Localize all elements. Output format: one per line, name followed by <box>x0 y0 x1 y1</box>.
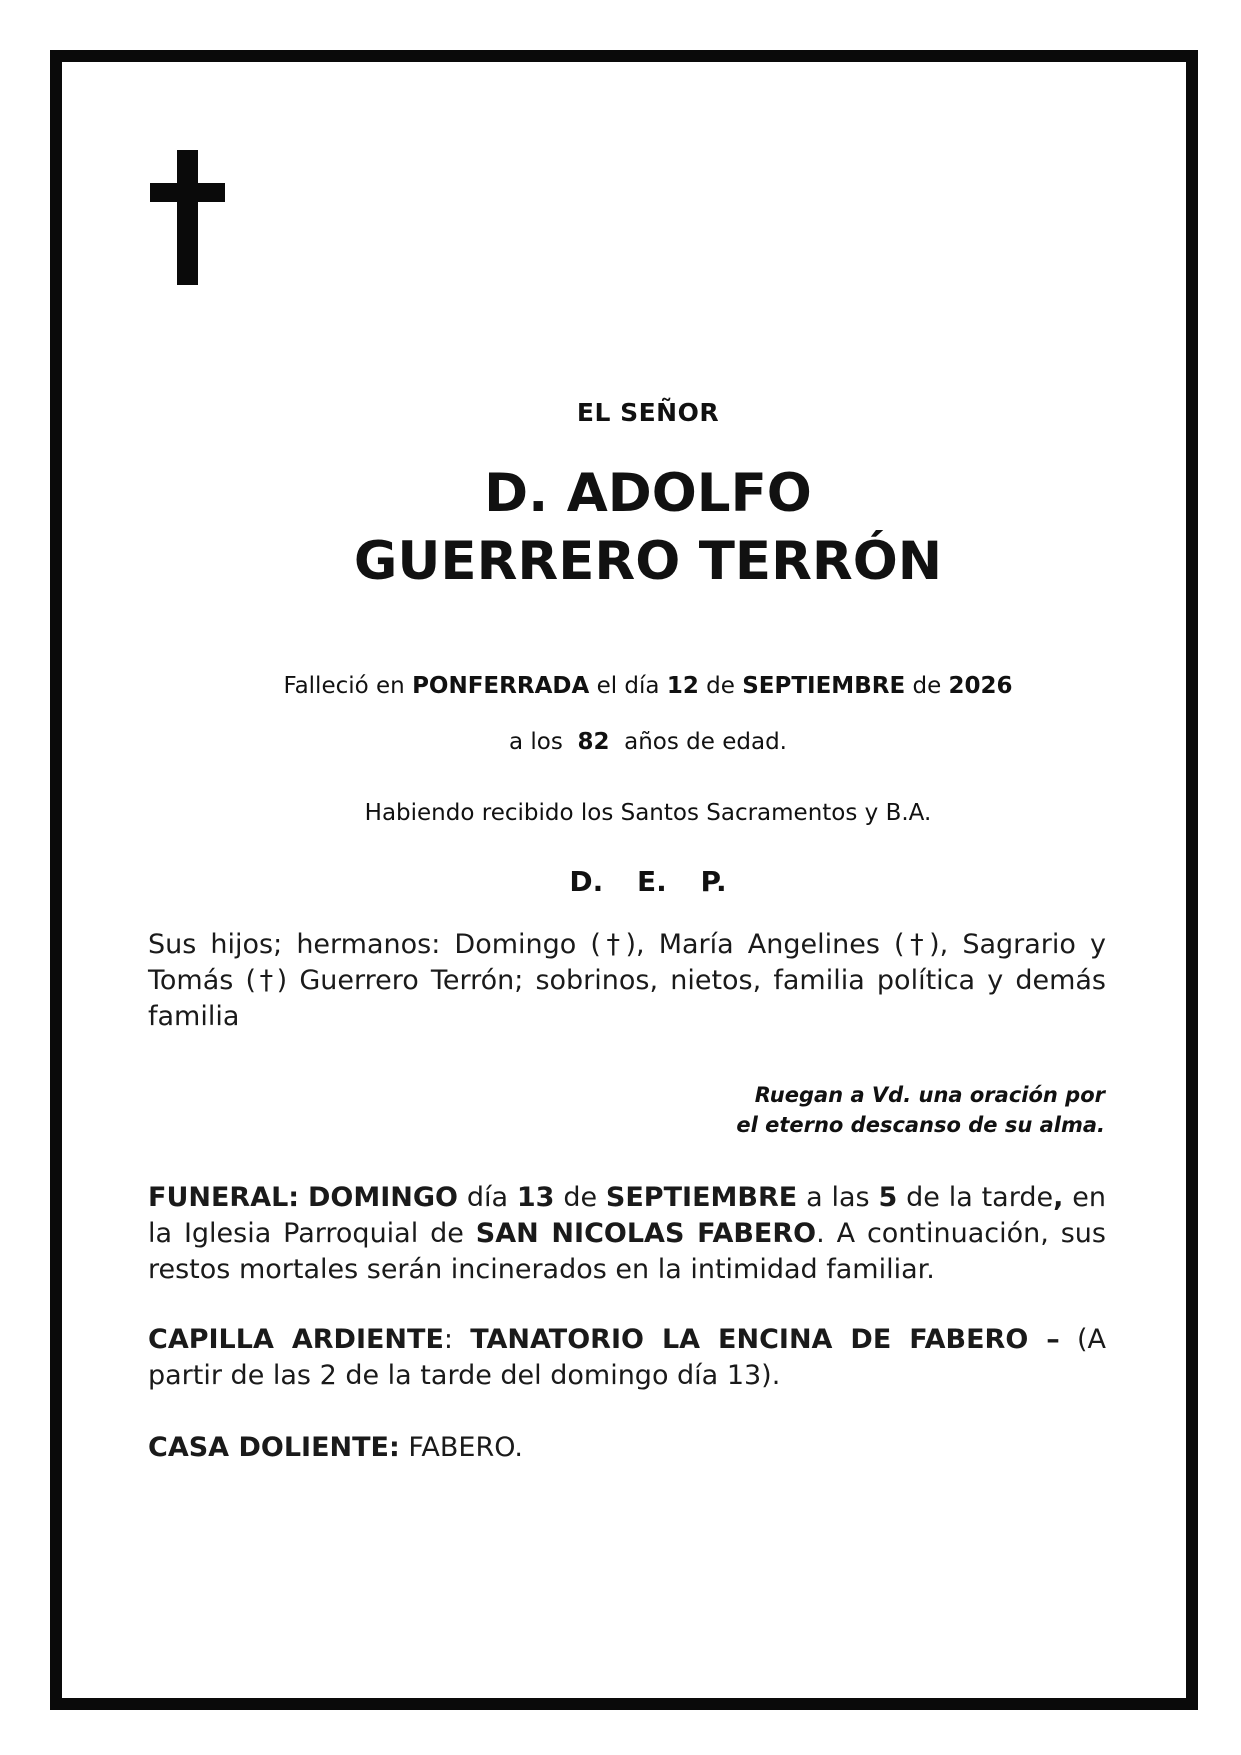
funeral-month: SEPTIEMBRE <box>605 1182 798 1213</box>
funeral-weekday: DOMINGO <box>307 1182 458 1213</box>
funeral-church: SAN NICOLAS FABERO <box>475 1218 817 1249</box>
dep-text: D. E. P. <box>569 865 727 898</box>
casa-value: FABERO. <box>408 1432 523 1463</box>
age-info: a los 82 años de edad. <box>509 729 787 755</box>
name-line-1: D. ADOLFO <box>484 463 812 524</box>
death-year: 2026 <box>948 673 1013 699</box>
capilla-info: CAPILLA ARDIENTE: TANATORIO LA ENCINA DE FABERO – (A partir de las 2 de la tarde del domingo día 13). <box>148 1324 1106 1391</box>
family-text: Sus hijos; hermanos: Domingo (†), María Angelines (†), Sagrario y Tomás (†) Guerrero Terrón; sobrinos, nietos, familia política y demás familia <box>148 929 1106 1032</box>
age-value: 82 <box>577 729 610 755</box>
casa-label: CASA DOLIENTE: <box>148 1432 400 1463</box>
cross-icon <box>150 150 225 285</box>
prayer-line-2: el eterno descanso de su alma. <box>736 1113 1105 1137</box>
death-info: Falleció en PONFERRADA el día 12 de SEPTIEMBRE de 2026 <box>283 673 1013 699</box>
header-title: EL SEÑOR <box>576 398 720 427</box>
prayer-text <box>605 1080 1105 1140</box>
funeral-hour: 5 <box>878 1182 898 1213</box>
sacraments-text: Habiendo recibido los Santos Sacramentos y B.A. <box>364 800 932 826</box>
death-month: SEPTIEMBRE <box>742 673 906 699</box>
name-line-2: GUERRERO TERRÓN <box>353 531 943 592</box>
prayer-line-1: Ruegan a Vd. una oración por <box>754 1083 1105 1107</box>
death-place: PONFERRADA <box>412 673 590 699</box>
death-day: 12 <box>666 673 699 699</box>
funeral-day: 13 <box>516 1182 555 1213</box>
casa-info <box>148 1430 1106 1466</box>
funeral-info: FUNERAL: DOMINGO día 13 de SEPTIEMBRE a las 5 de la tarde, en la Iglesia Parroquial de SAN NICOLAS FABERO. A continuación, sus restos mortales serán incinerados en la intimidad familiar. <box>148 1182 1106 1285</box>
deceased-name <box>148 460 1148 596</box>
capilla-place: TANATORIO LA ENCINA DE FABERO – <box>470 1324 1060 1355</box>
capilla-label: CAPILLA ARDIENTE <box>148 1324 444 1355</box>
funeral-label: FUNERAL: <box>148 1182 300 1213</box>
